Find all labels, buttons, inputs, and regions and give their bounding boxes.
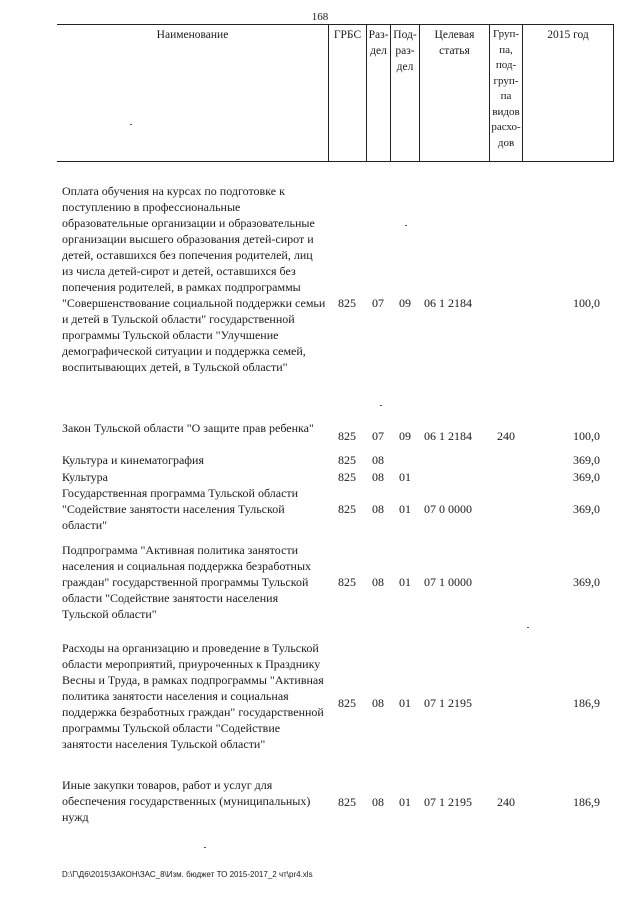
header-vid: Груп- па, под- груп- па видов расхо- дов [489,25,522,161]
row-razdel: 08 [372,502,384,516]
row-grbs: 825 [338,453,356,467]
header-grbs: ГРБС [328,25,366,161]
row-grbs: 825 [338,575,356,589]
scan-speck [405,225,407,226]
row-podrazdel: 09 [399,429,411,443]
row-podrazdel: 01 [399,696,411,710]
row-grbs: 825 [338,429,356,443]
row-name: Культура и кинематография [62,453,204,467]
row-sum: 369,0 [573,502,600,516]
row-statya: 06 1 2184 [424,429,472,443]
row-name: Расходы на организацию и проведение в Тульской области мероприятий, приуроченных к Празднику Весны и Труда, в рамках подпрограммы "Активная политика занятости населения и социальная поддержка безработных граждан" государственной программы Тульской области "Содействие занятости населения Тульской области" [62,641,324,751]
scan-speck [130,124,132,125]
header-year: 2015 год [522,25,614,161]
scan-speck [527,627,529,628]
row-razdel: 08 [372,453,384,467]
row-podrazdel: 01 [399,795,411,809]
scan-speck [380,405,382,406]
file-path-footer: D:\Г\Д6\2015\ЗАКОН\ЗАС_8\Изм. бюджет ТО 2015-2017_2 чт\pr4.xls [62,870,313,879]
row-podrazdel: 01 [399,502,411,516]
row-vid: 240 [497,795,515,809]
row-razdel: 08 [372,575,384,589]
scan-speck [204,847,206,848]
row-podrazdel: 01 [399,575,411,589]
row-razdel: 07 [372,296,384,310]
row-statya: 07 1 0000 [424,575,472,589]
row-statya: 06 1 2184 [424,296,472,310]
row-razdel: 08 [372,696,384,710]
row-sum: 369,0 [573,470,600,484]
row-sum: 369,0 [573,453,600,467]
row-name: Оплата обучения на курсах по подготовке к поступлению в профессиональные образовательные организации и образовательные организации высшего образования детей-сирот и детей, оставшихся без попечения родителей, лиц из числа детей-сирот и детей, оставшихся без попечения родителей, в рамках подпрограммы "Совершенствование социальной поддержки семьи и детей в Тульской области" государственной программы Тульской области "Улучшение демографической ситуации и поддержка семей, воспитывающих детей, в Тульской области" [62,184,326,374]
row-razdel: 08 [372,795,384,809]
header-name: Наименование [156,29,229,41]
row-razdel: 08 [372,470,384,484]
row-podrazdel: 09 [399,296,411,310]
table-header [57,24,614,162]
row-name: Иные закупки товаров, работ и услуг для обеспечения государственных (муниципальных) нужд [62,778,311,824]
header-razdel: Раз- дел [366,25,390,161]
row-sum: 100,0 [573,429,600,443]
row-name: Государственная программа Тульской области "Содействие занятости населения Тульской области" [62,486,299,532]
row-grbs: 825 [338,470,356,484]
row-sum: 186,9 [573,696,600,710]
row-sum: 186,9 [573,795,600,809]
row-name: Культура [62,470,108,484]
row-grbs: 825 [338,296,356,310]
row-razdel: 07 [372,429,384,443]
row-grbs: 825 [338,502,356,516]
row-grbs: 825 [338,795,356,809]
row-grbs: 825 [338,696,356,710]
row-name: Подпрограмма "Активная политика занятости населения и социальная поддержка безработных граждан" государственной программы Тульской области "Содействие занятости населения Тульской области" [62,543,312,621]
row-statya: 07 0 0000 [424,502,472,516]
row-sum: 369,0 [573,575,600,589]
row-podrazdel: 01 [399,470,411,484]
row-vid: 240 [497,429,515,443]
header-podrazdel: Под- раз- дел [390,25,419,161]
row-sum: 100,0 [573,296,600,310]
page-number: 168 [311,11,329,23]
row-statya: 07 1 2195 [424,696,472,710]
header-statya: Целевая статья [419,25,489,161]
row-name: Закон Тульской области "О защите прав ребенка" [62,421,314,435]
row-statya: 07 1 2195 [424,795,472,809]
